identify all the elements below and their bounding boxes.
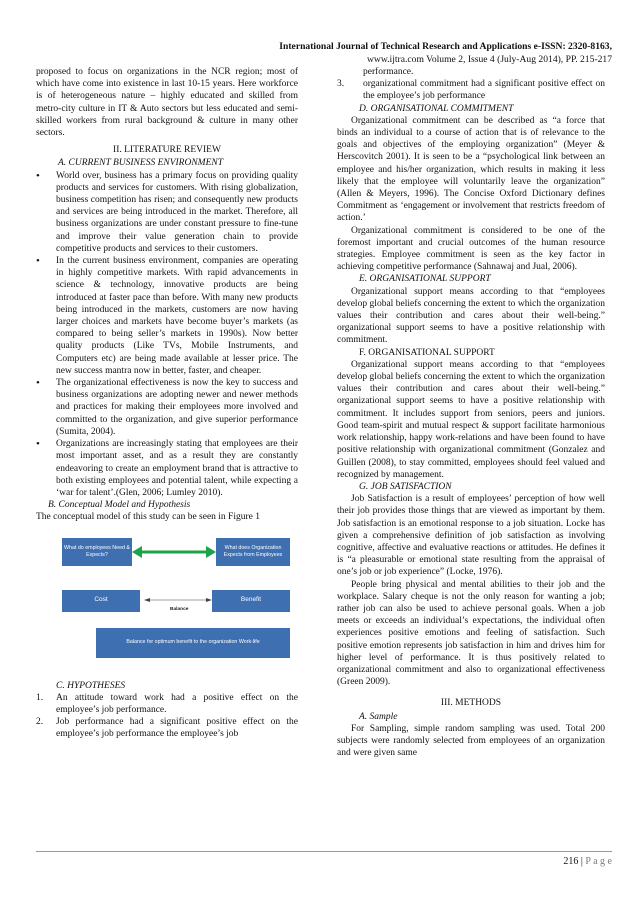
intro-paragraph: proposed to focus on organizations in the NCR region; most of which have come into existence in last 10-15 years. Here workforce is of heterogeneous nature – highly educated and skilled from metro-city culture in IT & Auto sectors but less educated and semi-skilled workers from rural background & culture in many other sectors. (36, 67, 298, 139)
footer-rule (36, 851, 612, 852)
arrow-left-head (132, 546, 142, 558)
figure-1 (62, 532, 290, 668)
bullet-list (36, 170, 298, 499)
bullet-item: • Organizations are increasingly stating that employees are their most important asset, and as a result they are constantly endeavoring to create an employment brand that is attractive to both existing employees and potential talent, while expecting a ‘war for talent’.(Glen, 2006; Lumley 2010). (36, 438, 298, 499)
subsection-sample: A. Sample (359, 711, 398, 722)
journal-issue: www.ijtra.com Volume 2, Issue 4 (July-Aug 2014), PP. 215-217 (367, 54, 612, 65)
paragraph: People bring physical and mental abilities to their job and the workplace. Salary cheque is not the only reason for wanting a job; rather job can also be used to achieve personal goals. When a job meets or exceeds an individual’s expectations, the individual often experiences positive emotions and feeling of satisfaction. Such positive emotion represents job satisfaction in him and drives him for higher level of performance. It is thus positively related to organizational commitment and also to organizational effectiveness (Green 2009). (337, 579, 605, 688)
hypotheses-list-cont (337, 78, 605, 102)
subsection-job-satisfaction: G. JOB SATISFACTION (359, 481, 452, 492)
employee-needs-box: What do employees Need & Expects? (62, 538, 132, 566)
model-paragraph: The conceptual model of this study can be seen in Figure 1 (36, 512, 260, 523)
arrow-right-head (206, 546, 216, 558)
subsection-conceptual-model: B. Conceptual Model and Hypothesis (48, 500, 191, 511)
left-column (36, 66, 298, 741)
section-literature-review: II. LITERATURE REVIEW (113, 145, 221, 156)
hypothesis-item: 2. Job performance had a significant positive effect on the employee’s job performance the employee’s job (36, 717, 298, 740)
benefit-box: Benefit (212, 590, 290, 612)
hypotheses-list (36, 692, 298, 741)
balance-label: Balance (170, 606, 189, 612)
continued-text: performance. (363, 67, 414, 77)
balance-arrow-left (144, 598, 150, 602)
page-label: P a g e (585, 856, 612, 867)
journal-title: International Journal of Technical Research and Applications e-ISSN: 2320-8163, (279, 41, 612, 52)
section-methods: III. METHODS (440, 698, 502, 709)
subsection-organisational-commitment: D. ORGANISATIONAL COMMITMENT (359, 103, 514, 114)
page-number: 216 (563, 856, 579, 867)
paragraph: Organizational commitment can be described as “a force that binds an individual to a course of action that is of relevance to the goals and objectives of the employing organization” (Meyer & Herscovitch 2001). It is seen to be a “psychological link between an employee and his/her organization, which results in making it less likely that the employee will voluntarily leave the organization” (Allen & Meyers, 1996). The Concise Oxford Dictionary defines Commitment as ‘engagement or involvement that restricts freedom of action.’ (337, 115, 605, 224)
journal-header (279, 40, 612, 66)
hypothesis-item: 1. An attitude toward work had a positive effect on the employee’s job performance. (36, 692, 298, 715)
paragraph: For Sampling, simple random sampling was used. Total 200 subjects were randomly selected from employees of an organization and were given same (337, 723, 605, 759)
paragraph: Organizational commitment is considered to be one of the foremost important and crucial outcomes of the human resource strategies. Employee commitment is seen as the key factor in achieving competitive performance (Sahnawaj and Jual, 2006). (337, 225, 605, 273)
organization-expects-box: What does Organization Expects from Employees (216, 538, 290, 566)
bullet-item: • The organizational effectiveness is now the key to success and business organizations are adopting newer and newer methods and practices for making their employees more involved and committed to the organization, and give superior performance (Sumita, 2004). (36, 377, 298, 438)
bullet-item: • World over, business has a primary focus on providing quality products and services for customers. With rising globalization, business competition has risen; and consequently new products and services are being introduced in the market. Therefore, all business organizations are under constant pressure to fine-tune and improve their value generation chain to provide competitive products and services to their customers. (36, 170, 298, 255)
page-footer (563, 856, 612, 867)
subsection-hypotheses: C. HYPOTHESES (56, 680, 126, 691)
cost-box: Cost (62, 590, 140, 612)
subsection-organisational-support-2: F. ORGANISATIONAL SUPPORT (359, 347, 495, 358)
paragraph: Job Satisfaction is a result of employees’ perception of how well their job provides those things that are viewed as important by them. Job satisfaction is an emotional response to a job situation. Locke has given a comprehensive definition of job satisfaction as involving cognitive, affective and evaluative reactions or attitudes. He defines it is “a pleasurable or emotional state resulting from the appraisal of one’s job or job experience” (Locke, 1976). (337, 494, 605, 578)
optimum-benefit-box: Balance for optimum benefit to the organization Work-life (96, 628, 290, 658)
footer-separator: | (578, 856, 586, 867)
subsection-current-business: A. CURRENT BUSINESS ENVIRONMENT (58, 158, 224, 169)
bullet-item: • In the current business environment, companies are operating in highly competitive markets. With rapid advancements in science & technology, innovative products are being introduced at faster pace than before. With many new products being introduced in the markets, customers are now having larger choices and markets have become buyer’s markets (as compared to being seller’s markets in 1990s). Now better quality products (Like TVs, Mobile Instruments, and Computers etc) are being made available at lesser price. The new success mantra now in better, faster, and cheaper. (36, 255, 298, 377)
right-column (337, 66, 605, 759)
subsection-organisational-support: E. ORGANISATIONAL SUPPORT (359, 274, 491, 285)
paragraph: Organizational support means according to that “employees develop global beliefs concerning the extent to which the organization values their contribution and cares about their well-being.” organizational support seems to have a positive relationship with commitment. It includes support from seniors, peers and juniors. Good team-spirit and mutual respect & support facilitate harmonious work relationship, happy work-relations and have been found to have positive relationship with organizational commitment (Gonzalez and Guillen (2008), to stay committed, employees should feel valued and recognized by management. (337, 359, 605, 480)
paragraph: Organizational support means according to that “employees develop global beliefs concerning the extent to which the organization values their contribution and cares about their well-being.” organizational support seems to have a positive relationship with commitment. (337, 286, 605, 346)
hypothesis-item: 3. organizational commitment had a significant positive effect on the employee’s job performance (337, 79, 605, 102)
